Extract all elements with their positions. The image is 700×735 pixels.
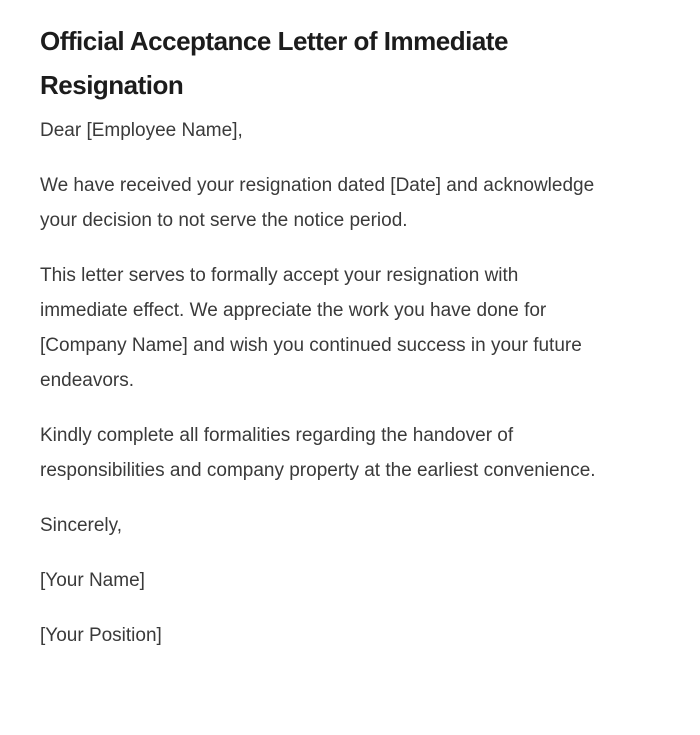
body-paragraph-1: We have received your resignation dated [Date] and acknowledge your decision to not serve the notice period. <box>40 175 595 231</box>
page-title: Official Acceptance Letter of Immediate Resignation <box>40 26 508 100</box>
closing: Sincerely, <box>40 515 123 536</box>
body-paragraph-3: Kindly complete all formalities regarding the handover of responsibilities and company property at the earliest convenience. <box>40 425 596 481</box>
salutation: Dear [Employee Name], <box>40 120 243 141</box>
signature-name: [Your Name] <box>40 570 145 591</box>
letter-content <box>40 19 600 653</box>
body-paragraph-2: This letter serves to formally accept your resignation with immediate effect. We appreciate the work you have done for [Company Name] and wish you continued success in your future endeavors. <box>40 265 582 391</box>
signature-position: [Your Position] <box>40 625 162 646</box>
